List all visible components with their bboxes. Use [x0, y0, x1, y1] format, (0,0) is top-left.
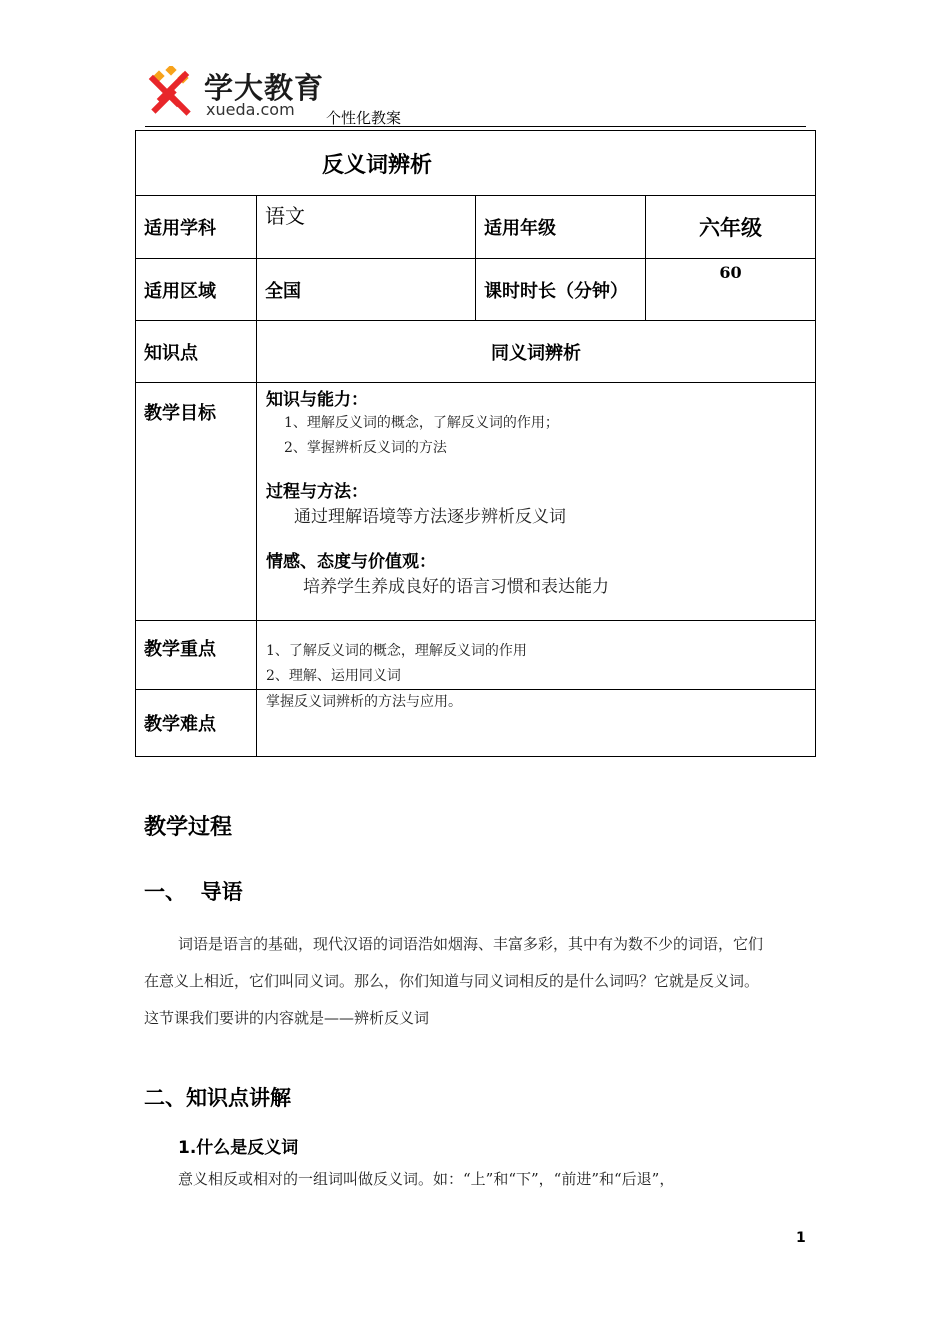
emotion-text: 培养学生养成良好的语言习惯和表达能力 [303, 577, 609, 597]
subsection-heading: 1.什么是反义词 [178, 1138, 299, 1158]
grade-label: 适用年级 [476, 196, 646, 259]
key-points-content [257, 621, 816, 690]
region-value: 全国 [257, 259, 476, 321]
paragraph-line: 这节课我们要讲的内容就是——辨析反义词 [144, 1009, 430, 1027]
page-number: 1 [796, 1230, 806, 1246]
header-subtitle: 个性化教案 [326, 109, 402, 127]
knowledge-row [136, 321, 816, 383]
region-label: 适用区域 [136, 259, 257, 321]
knowledge-value: 同义词辨析 [257, 321, 816, 383]
brand-domain: xueda.com [206, 100, 295, 119]
emotion-heading: 情感、态度与价值观： [266, 552, 436, 572]
brand-name-cn: 学大教育 [204, 71, 325, 105]
ability-item: 1、理解反义词的概念，了解反义词的作用； [284, 415, 559, 431]
definition-text: 意义相反或相对的一组词叫做反义词。如：“上”和“下”，“前进”和“后退”， [178, 1170, 675, 1188]
teaching-process-heading: 教学过程 [144, 815, 233, 840]
difficulty-label: 教学难点 [136, 690, 257, 757]
objectives-label: 教学目标 [136, 383, 257, 621]
lesson-plan-table [135, 130, 816, 757]
objectives-content [257, 383, 816, 621]
key-point-item: 1、了解反义词的概念，理解反义词的作用 [266, 643, 527, 659]
grade-value: 六年级 [646, 196, 816, 259]
lesson-title: 反义词辨析 [136, 131, 816, 196]
section-knowledge-heading: 二、知识点讲解 [144, 1086, 291, 1110]
ability-item: 2、掌握辨析反义词的方法 [284, 440, 447, 456]
paragraph-line: 词语是语言的基础，现代汉语的词语浩如烟海、丰富多彩，其中有为数不少的词语，它们 [178, 935, 764, 953]
region-row [136, 259, 816, 321]
xueda-logo-icon [143, 66, 197, 122]
header-divider [145, 126, 806, 127]
ability-heading: 知识与能力： [266, 390, 368, 410]
subject-label: 适用学科 [136, 196, 257, 259]
section-intro-heading: 一、 导语 [144, 880, 243, 904]
process-heading: 过程与方法： [266, 482, 368, 502]
key-point-item: 2、理解、运用同义词 [266, 668, 401, 684]
objectives-row [136, 383, 816, 621]
subject-row [136, 196, 816, 259]
difficulty-row [136, 690, 816, 757]
intro-paragraph [144, 926, 810, 1037]
duration-value: 60 [646, 259, 816, 321]
key-points-row [136, 621, 816, 690]
key-points-label: 教学重点 [136, 621, 257, 690]
knowledge-label: 知识点 [136, 321, 257, 383]
title-row [136, 131, 816, 196]
difficulty-value: 掌握反义词辨析的方法与应用。 [257, 690, 816, 757]
paragraph-line: 在意义上相近，它们叫同义词。那么，你们知道与同义词相反的是什么词吗？它就是反义词。 [144, 972, 760, 990]
process-text: 通过理解语境等方法逐步辨析反义词 [294, 507, 566, 527]
duration-label: 课时时长（分钟） [476, 259, 646, 321]
subject-value: 语文 [257, 196, 476, 259]
